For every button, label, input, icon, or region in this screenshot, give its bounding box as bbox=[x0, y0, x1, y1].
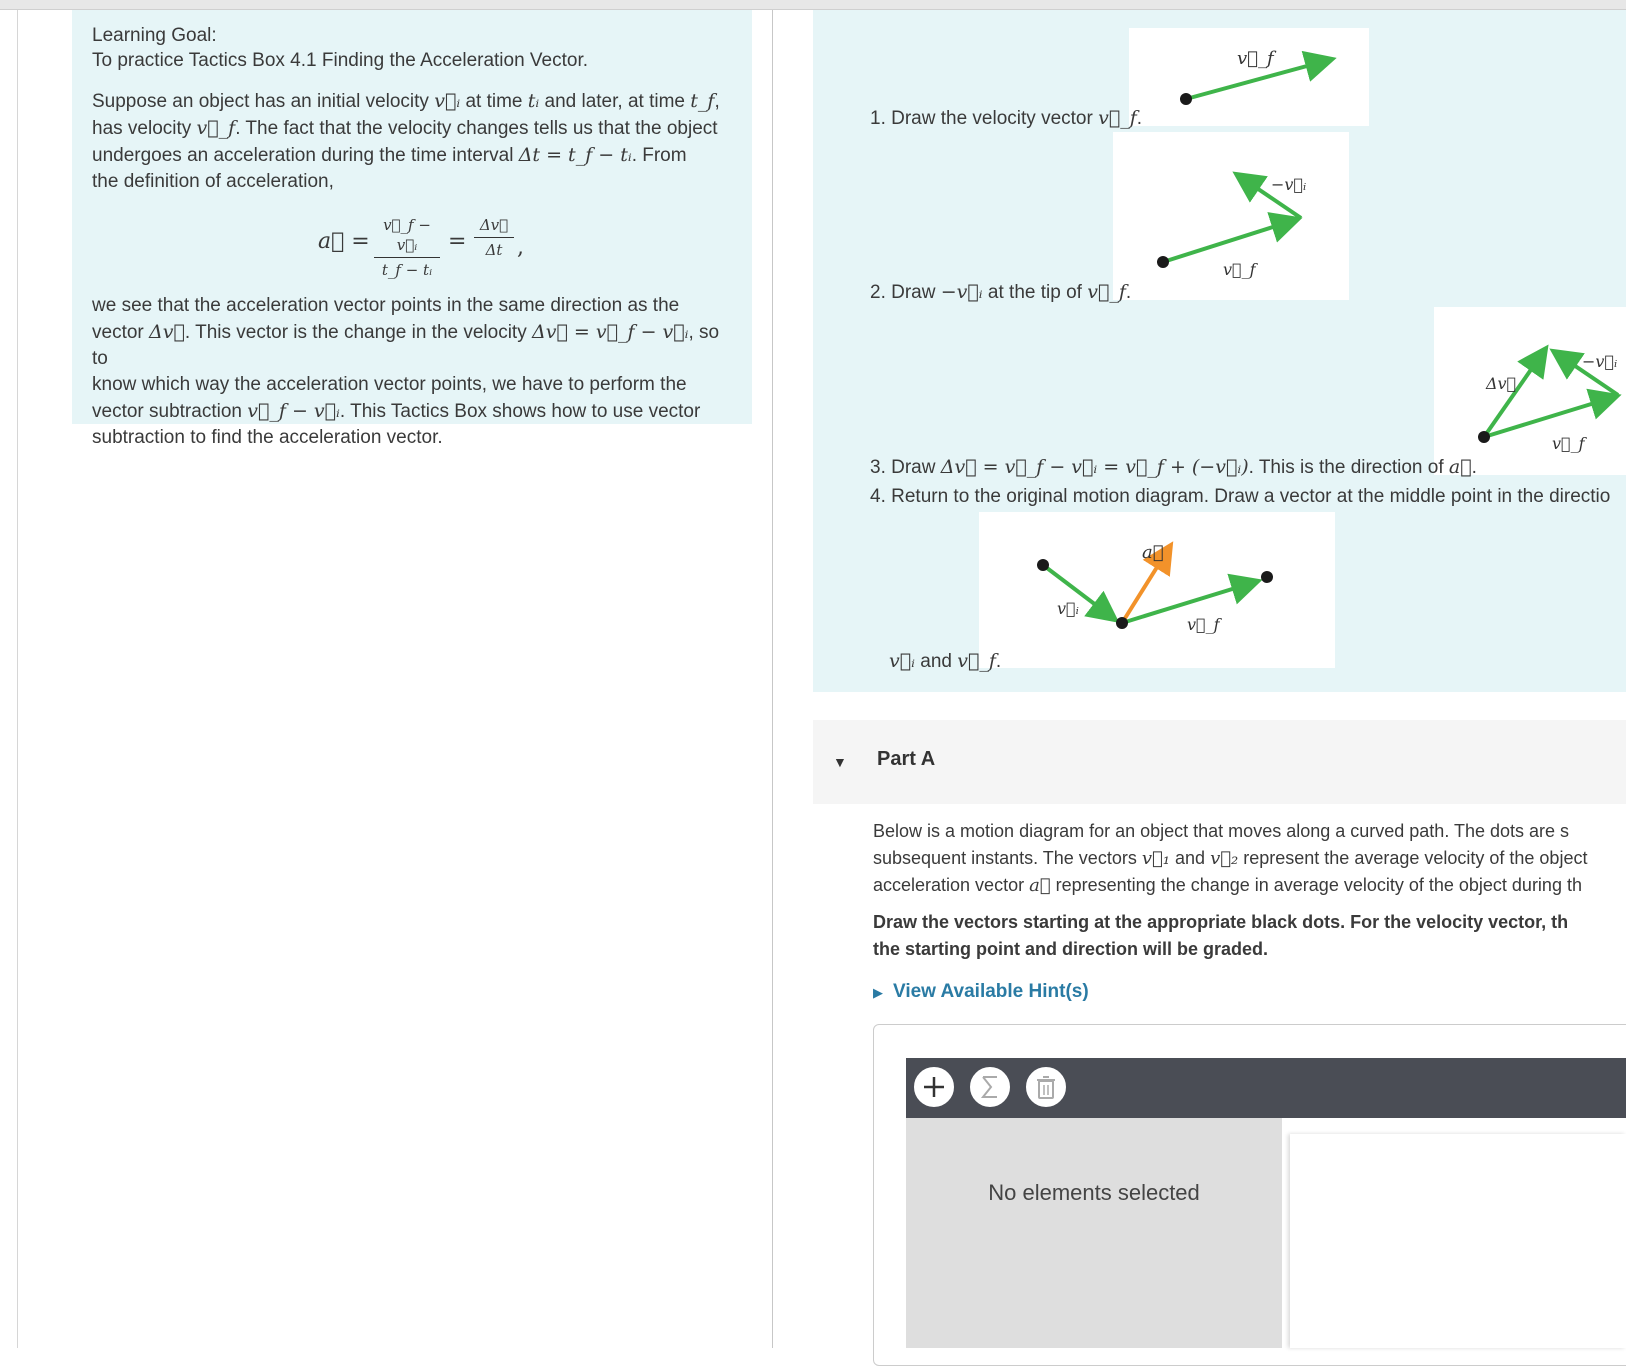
text: and bbox=[1170, 848, 1211, 868]
vf-arrow bbox=[1484, 397, 1614, 437]
text: Below is a motion diagram for an object that moves along a curved path. The dots are s bbox=[873, 821, 1570, 841]
text: subtraction to find the acceleration vector. bbox=[92, 427, 443, 448]
text: vector subtraction bbox=[92, 401, 248, 422]
text: 2. Draw bbox=[870, 282, 941, 303]
math: Δv⃗ = v⃗_f − v⃗ᵢ = v⃗_f + (−v⃗ᵢ) bbox=[940, 456, 1249, 478]
fraction-1 bbox=[374, 215, 440, 280]
plus-icon bbox=[914, 1067, 954, 1107]
text: . bbox=[1125, 282, 1132, 303]
label-a: a⃗ bbox=[1142, 542, 1164, 563]
no-selection-text: No elements selected bbox=[988, 1180, 1200, 1205]
label-vi: v⃗ᵢ bbox=[1057, 599, 1079, 618]
text: at the tip of bbox=[982, 282, 1088, 303]
properties-panel bbox=[906, 1118, 1282, 1348]
drawing-canvas[interactable] bbox=[1290, 1134, 1626, 1348]
label-vf: v⃗_f bbox=[1552, 434, 1585, 453]
text: we see that the acceleration vector points in the same direction as the bbox=[92, 295, 680, 316]
math: v⃗_f bbox=[957, 650, 996, 672]
acceleration-formula bbox=[92, 211, 732, 279]
dot-2 bbox=[1116, 617, 1128, 629]
formula-equals: = bbox=[448, 229, 467, 254]
delete-button[interactable] bbox=[1024, 1065, 1068, 1109]
text: has velocity bbox=[92, 118, 197, 139]
part-a-body bbox=[873, 818, 1626, 973]
collapse-caret-icon[interactable]: ▼ bbox=[833, 754, 847, 770]
math-tf: t_f bbox=[690, 90, 715, 112]
text: . This is the direction of bbox=[1248, 457, 1449, 478]
start-dot bbox=[1478, 431, 1490, 443]
label-dv: Δv⃗ bbox=[1486, 374, 1517, 393]
learning-goal-panel bbox=[72, 10, 752, 448]
dot-3 bbox=[1261, 571, 1273, 583]
text: acceleration vector bbox=[873, 875, 1030, 895]
part-a-header[interactable] bbox=[813, 720, 1626, 804]
math-ti: tᵢ bbox=[527, 90, 540, 112]
tactics-box-panel bbox=[813, 10, 1626, 692]
text: and later, at time bbox=[539, 91, 691, 112]
label-vf: v⃗_f bbox=[1223, 260, 1256, 279]
part-a-title: Part A bbox=[877, 748, 936, 770]
math: −v⃗ᵢ bbox=[940, 281, 983, 303]
hint-label: View Available Hint(s) bbox=[893, 981, 1089, 1002]
text: , so to bbox=[92, 322, 720, 369]
math-a: a⃗ bbox=[1029, 875, 1051, 896]
math-sub: v⃗_f − v⃗ᵢ bbox=[247, 400, 340, 422]
intro-paragraph bbox=[92, 88, 732, 195]
text: the starting point and direction will be graded. bbox=[873, 939, 1269, 959]
label-neg-vi: −v⃗ᵢ bbox=[1582, 352, 1618, 371]
dv-arrow bbox=[1484, 351, 1544, 437]
text: . This Tactics Box shows how to use vector bbox=[339, 401, 701, 422]
text: Draw the vectors starting at the appropriate black dots. For the velocity vector, th bbox=[873, 912, 1569, 932]
label-vf: v⃗_f bbox=[1187, 615, 1220, 634]
label-neg-vi: −v⃗ᵢ bbox=[1271, 175, 1307, 194]
math-v2: v⃗₂ bbox=[1210, 848, 1239, 869]
expand-triangle-icon: ▶ bbox=[873, 985, 883, 1000]
text: , bbox=[714, 91, 720, 112]
math-dv-eq: Δv⃗ = v⃗_f − v⃗ᵢ bbox=[532, 321, 689, 343]
text: undergoes an acceleration during the time interval bbox=[92, 145, 519, 166]
view-hints-link[interactable] bbox=[873, 981, 1089, 1003]
text: . The fact that the velocity changes tells us that the object bbox=[235, 118, 718, 139]
text: vector bbox=[92, 322, 150, 343]
drawing-toolbar bbox=[906, 1058, 1626, 1118]
step-4-continued bbox=[889, 650, 1001, 673]
instruction-text bbox=[873, 909, 1626, 963]
vf-arrow bbox=[1163, 220, 1295, 262]
step-4: 4. Return to the original motion diagram. Draw a vector at the middle point in the directio bbox=[870, 486, 1611, 507]
text: at time bbox=[460, 91, 528, 112]
math-v1: v⃗₁ bbox=[1141, 848, 1171, 869]
text: . bbox=[995, 651, 1002, 672]
text: subsequent instants. The vectors bbox=[873, 848, 1142, 868]
math: a⃗ bbox=[1448, 456, 1472, 478]
figure-step2-svg bbox=[1113, 132, 1349, 300]
fraction-1-denominator: t_f − tᵢ bbox=[381, 261, 433, 279]
formula-lhs: a⃗ = bbox=[318, 229, 370, 254]
math: v⃗ᵢ bbox=[889, 650, 915, 672]
text: the definition of acceleration, bbox=[92, 171, 334, 192]
step-1 bbox=[870, 107, 1142, 130]
text: know which way the acceleration vector points, we have to perform the bbox=[92, 374, 687, 395]
text: 1. Draw the velocity vector bbox=[870, 108, 1099, 129]
formula-comma: , bbox=[517, 235, 524, 260]
explanation-paragraph bbox=[92, 293, 732, 451]
column-divider bbox=[772, 10, 773, 1348]
math-vi: v⃗ᵢ bbox=[434, 90, 461, 112]
figure-step2 bbox=[1113, 132, 1349, 300]
sum-vector-button[interactable] bbox=[968, 1065, 1012, 1109]
step-3 bbox=[870, 456, 1477, 479]
add-vector-button[interactable] bbox=[912, 1065, 956, 1109]
fraction-2 bbox=[474, 215, 514, 260]
start-dot bbox=[1157, 256, 1169, 268]
dot-1 bbox=[1037, 559, 1049, 571]
fraction-2-numerator: Δv⃗ bbox=[479, 216, 509, 234]
text: . From bbox=[631, 145, 687, 166]
fraction-2-denominator: Δt bbox=[485, 241, 503, 259]
step-2 bbox=[870, 281, 1131, 304]
figure-step1 bbox=[1129, 28, 1369, 126]
figure-step4 bbox=[979, 512, 1335, 668]
text: and bbox=[914, 651, 958, 672]
learning-goal-title: Learning Goal: bbox=[92, 25, 217, 46]
text: represent the average velocity of the object bbox=[1238, 848, 1588, 868]
math-dt: Δt = t_f − tᵢ bbox=[518, 144, 632, 166]
trash-icon bbox=[1026, 1067, 1066, 1107]
math-dv: Δv⃗ bbox=[149, 321, 185, 343]
text: representing the change in average velocity of the object during th bbox=[1050, 875, 1582, 895]
text: . This vector is the change in the velocity bbox=[184, 322, 532, 343]
learning-goal-subtitle: To practice Tactics Box 4.1 Finding the Acceleration Vector. bbox=[92, 50, 589, 71]
text: Suppose an object has an initial velocity bbox=[92, 91, 435, 112]
question-text bbox=[873, 818, 1626, 899]
math: v⃗_f bbox=[1087, 281, 1126, 303]
figure-step3-svg bbox=[1434, 307, 1626, 475]
math: v⃗_f bbox=[1098, 107, 1137, 129]
figure-step4-svg bbox=[979, 512, 1335, 668]
text: . bbox=[1471, 457, 1477, 478]
left-border bbox=[17, 10, 18, 1348]
fraction-1-numerator: v⃗_f − v⃗ᵢ bbox=[383, 216, 431, 254]
sigma-icon bbox=[970, 1067, 1010, 1107]
text: . bbox=[1136, 108, 1143, 129]
label-vf: v⃗_f bbox=[1237, 48, 1274, 69]
start-dot bbox=[1180, 93, 1192, 105]
figure-step1-svg bbox=[1129, 28, 1369, 126]
text: 3. Draw bbox=[870, 457, 941, 478]
math-vf: v⃗_f bbox=[196, 117, 236, 139]
browser-top-bar bbox=[0, 0, 1626, 10]
figure-step3 bbox=[1434, 307, 1626, 475]
